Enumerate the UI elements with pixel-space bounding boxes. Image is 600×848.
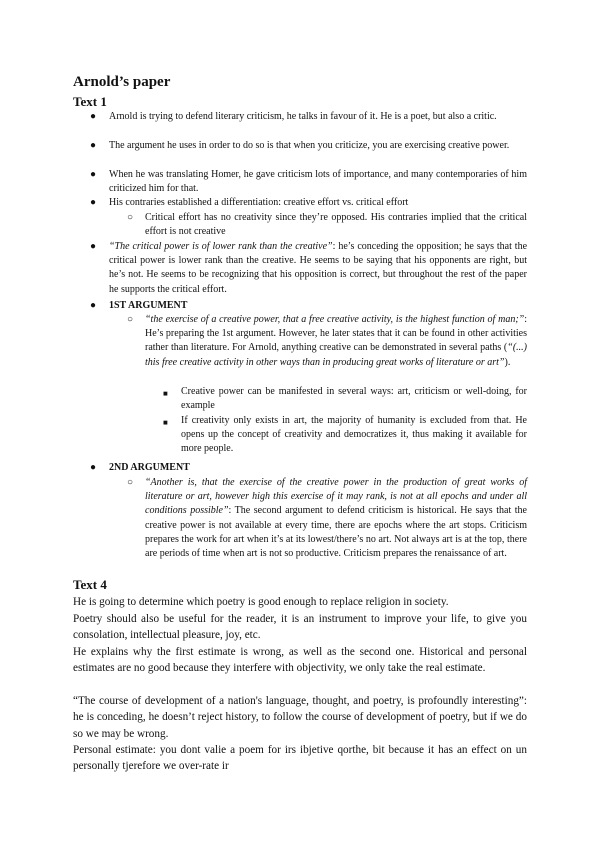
bullet-disc: ●: [90, 241, 97, 252]
paragraph: [73, 594, 527, 610]
quote-text-2: “(...) this free creative activity in other ways than in producing great works of literature or art”: [145, 342, 527, 368]
bullet-disc: ●: [90, 300, 97, 311]
paragraph: [73, 611, 527, 644]
list-item-text: His contraries established a differentiation: creative effort vs. critical effort: [109, 197, 409, 208]
quote-text: “The critical power is of lower rank than the creative”: [109, 241, 333, 252]
bullet-disc: ●: [90, 462, 97, 473]
list-item-text: Creative power can be manifested in several ways: art, criticism or well-doing, for example: [181, 386, 527, 412]
bullet-circle: ○: [127, 314, 134, 325]
commentary-text: : he’s conceding the opposition; he says that the critical power is lower rank than the creative. He seems to be saying that his opponents are right, but he’s not. He seems to be recognizing that his opposition is correct, but throughout the rest of the paper he supports the critical effort.: [109, 241, 528, 295]
paragraph: [73, 693, 527, 742]
page-title: Arnold’s paper: [73, 74, 171, 90]
bullet-circle: ○: [127, 212, 134, 223]
list-subsubitem: [181, 414, 527, 457]
list-item-text: Critical effort has no creativity since they’re opposed. His contraries implied that the critical effort is not creative: [145, 212, 527, 238]
bullet-disc: ●: [90, 140, 97, 151]
section-heading-text1: Text 1: [73, 94, 107, 109]
quote-text: “the exercise of a creative power, that a free creative activity, is the highest function of man;”: [145, 314, 525, 325]
quote-text: “Another is, that the exercise of the creative power in the production of great works of literature or art, however high this exercise of it may rank, is not at all epochs and under all conditions possible”: [145, 477, 527, 517]
list-item: [109, 139, 527, 153]
list-item: [109, 240, 527, 297]
bullet-disc: ●: [90, 111, 97, 122]
list-item-text: Arnold is trying to defend literary criticism, he talks in favour of it. He is a poet, but also a critic.: [109, 111, 497, 122]
list-item: [109, 168, 527, 196]
list-item-text: When he was translating Homer, he gave criticism lots of importance, and many contemporaries of him criticized him for that.: [109, 169, 527, 195]
paragraph-text: Poetry should also be useful for the reader, it is an instrument to improve your life, to give you consolation, intellectual pleasure, joy, etc.: [73, 613, 527, 642]
commentary-text: : The second argument to defend criticism is historical. He says that the creative power is not available at every time, there are epochs where the art stops. Criticism prepares the work for art when it’s at its lowest/there’s no art. Not always art is at the top, there are periods of time when art is not so productive. Criticism prepares the renaissance of art.: [145, 505, 527, 560]
list-subsubitem: [181, 385, 527, 413]
paragraph-text: Personal estimate: you dont valie a poem for irs ibjetive qorthe, bit because it has an effect on un personally tjerefore we over-rate ir: [73, 744, 527, 773]
paragraph: [73, 644, 527, 677]
commentary-text-2: ).: [504, 356, 511, 368]
list-subitem: [145, 211, 527, 239]
paragraph-text: “The course of development of a nation's language, thought, and poetry, is profoundly interesting”: he is conceding, he doesn’t reject history, to follow the course of development of poetry, but if we do so we may be wrong.: [73, 695, 527, 740]
list-item-text: [145, 313, 527, 370]
bullet-circle: ○: [127, 477, 134, 488]
list-item: [109, 196, 527, 210]
list-item-text: [109, 240, 527, 297]
list-item: [109, 110, 527, 124]
list-item-text: [145, 476, 527, 561]
paragraph-text: He explains why the first estimate is wrong, as well as the second one. Historical and personal estimates are no good because they interfere with objectivity, we only take the real estimate.: [73, 646, 527, 675]
paragraph: [73, 742, 527, 775]
list-subitem: [145, 313, 527, 370]
list-subitem: [145, 476, 527, 561]
argument-heading-1: 1ST ARGUMENT: [109, 300, 188, 311]
section-heading-text4: Text 4: [73, 577, 107, 592]
list-item-text: The argument he uses in order to do so is that when you criticize, you are exercising creative power.: [109, 140, 510, 151]
argument-heading-2: 2ND ARGUMENT: [109, 462, 190, 473]
commentary-text: : He’s preparing the 1st argument. However, he later states that it can be found in other activities rather than literature. For Arnold, anything creative can be demonstrated in several paths (: [145, 314, 527, 354]
paragraph-text: He is going to determine which poetry is good enough to replace religion in society.: [73, 596, 449, 608]
bullet-disc: ●: [90, 169, 97, 180]
list-item-text: If creativity only exists in art, the majority of humanity is excluded from that. He opens up the concept of creativity and democratizes it, thus making it available for more people.: [181, 415, 527, 455]
bullet-square: ■: [163, 418, 168, 427]
bullet-square: ■: [163, 389, 168, 398]
bullet-disc: ●: [90, 197, 97, 208]
